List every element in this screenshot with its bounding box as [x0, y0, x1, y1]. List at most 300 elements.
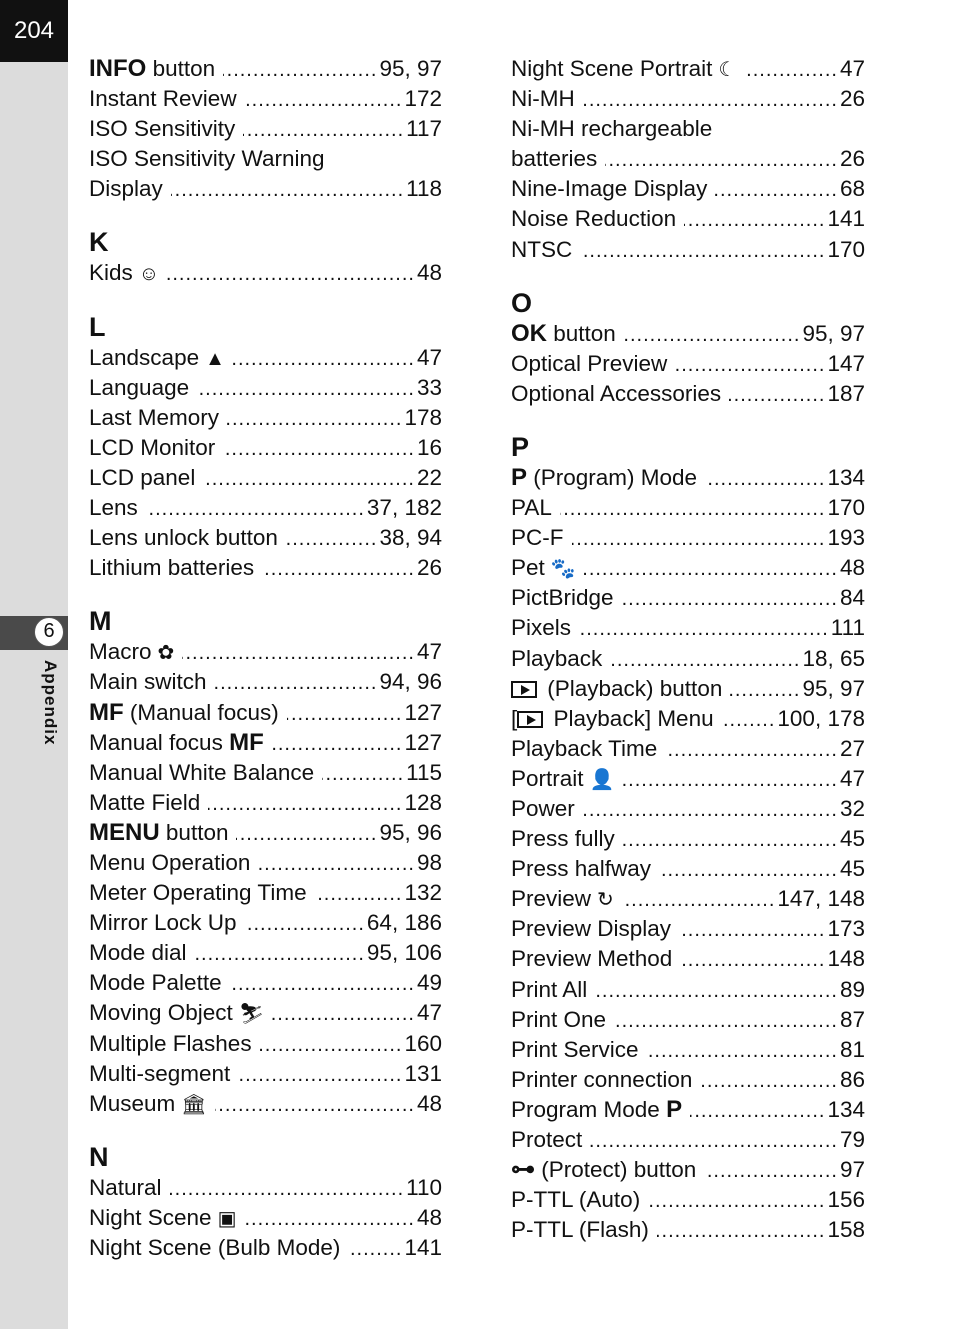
entry-pages: 79 — [839, 1127, 865, 1152]
entry-term-text: Museum — [89, 1090, 176, 1116]
entry-term-text: Nine-Image Display — [511, 176, 708, 202]
entry-term-text: Program Mode — [511, 1096, 667, 1122]
entry-pages: 95, 106 — [366, 940, 442, 966]
dot-leader — [690, 1096, 825, 1126]
entry-term-text: Main switch — [89, 669, 207, 695]
dot-leader — [243, 115, 404, 145]
entry-term — [89, 54, 215, 84]
dot-leader — [665, 735, 838, 765]
entry-term-text: (Program) Mode — [527, 464, 698, 490]
index-entry — [89, 758, 442, 788]
button-key-label: MF — [89, 698, 124, 726]
entry-pages: 127 — [404, 729, 442, 755]
entry-pages: 158 — [827, 1217, 865, 1243]
dot-leader — [605, 145, 838, 175]
entry-term — [511, 1125, 582, 1155]
entry-term-text: Playback — [511, 645, 603, 671]
pet-mode-icon: 🐾 — [550, 558, 576, 581]
entry-term — [89, 908, 237, 938]
index-entry — [89, 1173, 442, 1203]
index-entry — [89, 463, 442, 493]
entry-term — [511, 493, 552, 523]
entry-pages: 26 — [839, 86, 865, 112]
entry-term-text: Matte Field — [89, 789, 201, 815]
night-scene-portrait-icon: ☾ — [718, 59, 737, 81]
dot-leader — [584, 554, 838, 584]
dot-leader — [146, 494, 365, 524]
entry-term-text: Power — [511, 795, 575, 821]
dot-leader — [245, 909, 365, 939]
entry-term-text: Optical Preview — [511, 350, 668, 376]
entry-term-text: (Protect) button — [535, 1157, 697, 1183]
section-letter: L — [89, 311, 106, 342]
entry-term — [511, 144, 597, 174]
entry-term-text: Playback] Menu — [547, 705, 714, 731]
entry-pages: 98 — [416, 849, 442, 875]
entry-term — [511, 674, 722, 704]
dot-leader — [675, 350, 825, 380]
entry-term — [511, 824, 615, 854]
entry-term-text: PAL — [511, 495, 552, 521]
index-entry — [511, 204, 865, 234]
entry-term-text: (Playback) button — [541, 675, 723, 701]
entry-term — [89, 698, 279, 728]
entry-pages: 173 — [827, 916, 865, 942]
entry-pages: 118 — [406, 176, 442, 202]
index-entry — [511, 734, 865, 764]
index-entry — [89, 373, 442, 403]
dot-leader — [258, 849, 415, 879]
entry-term — [89, 114, 235, 144]
dot-leader — [744, 55, 838, 85]
entry-pages: 115 — [406, 759, 442, 785]
entry-term-text: Night Scene — [89, 1204, 212, 1230]
chapter-label: Appendix — [41, 660, 60, 746]
macro-mode-icon: ✿ — [157, 642, 175, 665]
entry-pages: 95, 96 — [379, 819, 442, 845]
entry-term-text: Preview — [511, 886, 592, 912]
entry-term — [511, 54, 736, 84]
index-entry — [511, 884, 865, 914]
index-entry — [89, 667, 442, 697]
dot-leader — [622, 885, 776, 915]
index-entry — [511, 174, 865, 204]
dot-leader — [262, 554, 415, 584]
index-entry — [89, 84, 442, 114]
protect-key-icon: ⊶ — [511, 1156, 535, 1184]
index-entry — [511, 613, 865, 643]
index-entry — [89, 728, 442, 758]
entry-pages: 81 — [839, 1036, 865, 1062]
entry-pages: 141 — [827, 206, 865, 232]
entry-term-text: NTSC — [511, 236, 573, 262]
entry-pages: 68 — [839, 176, 865, 202]
dot-leader — [624, 320, 801, 350]
entry-term — [89, 667, 207, 697]
entry-term — [511, 734, 657, 764]
entry-term-text: Pet — [511, 555, 545, 581]
entry-term — [89, 1089, 207, 1119]
playback-icon — [517, 711, 543, 728]
entry-term — [89, 728, 264, 758]
entry-term-text: Optional Accessories — [511, 380, 722, 406]
index-entry — [511, 914, 865, 944]
entry-term-text: Print Service — [511, 1036, 639, 1062]
entry-term — [511, 884, 614, 914]
entry-term-text: Kids — [89, 260, 133, 286]
dot-leader — [287, 699, 403, 729]
entry-term — [89, 553, 254, 583]
entry-term-text: Ni-MH rechargeable — [511, 116, 713, 142]
dot-leader — [223, 55, 377, 85]
dot-leader — [260, 1030, 403, 1060]
entry-pages: 134 — [827, 464, 865, 490]
playback-icon — [511, 681, 537, 698]
entry-term — [89, 1059, 230, 1089]
entry-term — [511, 1065, 692, 1095]
entry-term-text: Portrait — [511, 765, 584, 791]
section-letter: P — [511, 431, 530, 462]
museum-mode-icon: 🏛 — [181, 1093, 207, 1116]
dot-leader — [614, 1006, 838, 1036]
index-entry — [511, 674, 865, 704]
entry-term-text: LCD panel — [89, 464, 196, 490]
entry-term-text: Language — [89, 374, 190, 400]
index-entry — [511, 794, 865, 824]
button-key-label: P — [511, 463, 528, 491]
index-entry — [89, 174, 442, 204]
dot-leader — [730, 675, 800, 705]
dot-leader — [233, 344, 415, 374]
dot-leader — [684, 205, 825, 235]
dot-leader — [227, 404, 402, 434]
entry-term — [511, 174, 707, 204]
index-entry — [89, 433, 442, 463]
entry-term-text: Lithium batteries — [89, 555, 255, 581]
index-entry — [89, 878, 442, 908]
entry-term-text: Playback Time — [511, 735, 658, 761]
index-entry — [511, 764, 865, 794]
dot-leader — [203, 464, 415, 494]
index-entry — [511, 854, 865, 884]
index-entry — [511, 1125, 865, 1155]
dot-leader — [580, 236, 825, 266]
dot-leader — [348, 1234, 402, 1264]
entry-term-text: Lens unlock button — [89, 525, 278, 551]
entry-term-text: Mode dial — [89, 940, 187, 966]
index-entry — [89, 818, 442, 848]
entry-term — [89, 998, 264, 1028]
dot-leader — [215, 668, 378, 698]
entry-pages: 148 — [827, 946, 865, 972]
index-entry — [89, 343, 442, 373]
index-entry — [89, 553, 442, 583]
entry-term-text: button — [146, 56, 216, 81]
entry-term-text: Mirror Lock Up — [89, 910, 237, 936]
entry-pages: 27 — [839, 735, 865, 761]
entry-term — [89, 878, 307, 908]
dot-leader — [236, 819, 377, 849]
entry-pages: 87 — [839, 1006, 865, 1032]
entry-pages: 32 — [839, 795, 865, 821]
dot-leader — [648, 1186, 825, 1216]
dot-leader — [244, 1204, 414, 1234]
entry-pages: 47 — [416, 1000, 442, 1026]
section-letter: O — [511, 287, 533, 318]
entry-pages: 49 — [416, 970, 442, 996]
entry-pages: 45 — [839, 826, 865, 852]
index-entry — [89, 968, 442, 998]
entry-term-text: Instant Review — [89, 86, 237, 112]
entry-pages: 48 — [416, 260, 442, 286]
dot-leader — [715, 175, 838, 205]
index-entry — [89, 523, 442, 553]
entry-pages: 47 — [839, 56, 865, 81]
entry-term-text: Macro — [89, 639, 152, 665]
dot-leader — [182, 638, 415, 668]
entry-term — [511, 644, 602, 674]
index-entry — [89, 908, 442, 938]
index-column-left — [89, 54, 442, 1263]
entry-term — [511, 854, 651, 884]
entry-pages: 89 — [839, 976, 865, 1002]
entry-pages: 26 — [416, 555, 442, 581]
entry-term-text: LCD Monitor — [89, 434, 216, 460]
entry-term-text: Meter Operating Time — [89, 880, 307, 906]
entry-pages: 147 — [827, 350, 865, 376]
entry-term — [511, 764, 614, 794]
index-entry — [511, 523, 865, 553]
entry-term — [511, 1095, 682, 1125]
dot-leader — [238, 1060, 402, 1090]
entry-pages: 100, 178 — [777, 705, 865, 731]
index-entry — [511, 704, 865, 734]
index-entry — [511, 379, 865, 409]
entry-term-text: Moving Object — [89, 1000, 233, 1026]
entry-term-text: Press fully — [511, 826, 615, 852]
entry-pages: 127 — [404, 699, 442, 725]
entry-term — [511, 704, 714, 734]
index-entry — [89, 1029, 442, 1059]
entry-term-text: Noise Reduction — [511, 206, 677, 232]
entry-term — [511, 1035, 639, 1065]
index-entry — [89, 788, 442, 818]
index-entry — [511, 319, 865, 349]
dot-leader — [215, 1090, 415, 1120]
entry-term — [511, 1005, 606, 1035]
entry-term — [511, 319, 616, 349]
entry-pages: 97 — [839, 1157, 865, 1183]
entry-term — [89, 1029, 252, 1059]
dot-leader — [647, 1036, 838, 1066]
entry-term — [89, 788, 200, 818]
entry-term-text: Lens — [89, 495, 138, 521]
dot-leader — [705, 464, 825, 494]
entry-pages: 33 — [416, 374, 442, 400]
entry-term — [89, 258, 159, 288]
dot-leader — [286, 524, 378, 554]
entry-pages: 94, 96 — [379, 669, 442, 695]
dot-leader — [572, 524, 826, 554]
entry-term — [511, 794, 575, 824]
dot-leader — [680, 945, 825, 975]
entry-term — [89, 433, 215, 463]
dot-leader — [583, 85, 838, 115]
entry-term — [511, 1215, 649, 1245]
entry-pages: 193 — [827, 525, 865, 551]
entry-pages: 47 — [839, 765, 865, 791]
entry-term-text: PictBridge — [511, 585, 614, 611]
entry-term — [89, 373, 189, 403]
index-entry — [89, 1059, 442, 1089]
entry-pages: 95, 97 — [802, 320, 865, 346]
entry-term — [511, 523, 564, 553]
entry-pages: 48 — [839, 555, 865, 581]
index-entry — [89, 938, 442, 968]
entry-term — [511, 235, 572, 265]
landscape-mode-icon: ▲ — [205, 347, 225, 370]
entry-term-text: Manual focus — [89, 729, 230, 755]
entry-term — [89, 493, 138, 523]
entry-term-text: Multi-segment — [89, 1060, 231, 1086]
entry-term — [89, 938, 187, 968]
index-entry — [511, 349, 865, 379]
index-entry — [89, 403, 442, 433]
index-entry — [89, 258, 442, 288]
entry-term — [89, 1233, 340, 1263]
entry-term — [89, 818, 228, 848]
index-entry — [511, 1215, 865, 1245]
index-entry — [511, 1095, 865, 1125]
night-scene-icon: ▣ — [217, 1207, 237, 1230]
entry-pages: 22 — [416, 464, 442, 490]
chapter-number: 6 — [34, 617, 64, 647]
dot-leader — [590, 1126, 838, 1156]
entry-term-text: P-TTL (Flash) — [511, 1217, 649, 1243]
entry-pages: 48 — [416, 1204, 442, 1230]
entry-term-text: button — [159, 819, 229, 845]
entry-pages: 141 — [404, 1235, 442, 1260]
entry-term — [511, 914, 671, 944]
entry-term-text: batteries — [511, 146, 598, 172]
entry-pages: 170 — [827, 495, 865, 521]
entry-term-text: Mode Palette — [89, 970, 222, 996]
entry-term-text: Press halfway — [511, 856, 652, 882]
entry-pages: 38, 94 — [379, 525, 442, 551]
dot-leader — [679, 915, 825, 945]
section-letter: M — [89, 606, 112, 637]
entry-pages: 95, 97 — [379, 56, 442, 81]
entry-pages: 110 — [406, 1174, 442, 1200]
entry-pages: 187 — [827, 380, 865, 406]
entry-term-text: Menu Operation — [89, 849, 251, 875]
dot-leader — [622, 584, 838, 614]
entry-term-text: ISO Sensitivity Warning — [89, 146, 325, 172]
index-entry — [89, 1203, 442, 1233]
index-entry — [511, 824, 865, 854]
entry-term — [511, 975, 587, 1005]
index-entry — [511, 235, 865, 265]
entry-term-text: (Manual focus) — [123, 699, 279, 725]
entry-term-text: Night Scene (Bulb Mode) — [89, 1235, 341, 1260]
entry-pages: 160 — [404, 1030, 442, 1056]
entry-term-text: Preview Method — [511, 946, 673, 972]
kids-mode-icon: ☺ — [138, 263, 160, 286]
dot-leader — [245, 85, 403, 115]
entry-term-text: Print All — [511, 976, 588, 1002]
entry-term — [511, 84, 575, 114]
index-entry — [89, 54, 442, 84]
preview-icon: ↻ — [597, 889, 614, 912]
entry-term — [511, 116, 712, 141]
dot-leader — [171, 175, 404, 205]
dot-leader — [729, 380, 825, 410]
entry-term — [89, 463, 195, 493]
entry-pages: 147, 148 — [777, 886, 865, 912]
index-entry — [89, 1233, 442, 1263]
index-entry — [511, 1005, 865, 1035]
entry-term — [89, 174, 163, 204]
button-key-label: OK — [511, 319, 547, 347]
entry-pages: 131 — [404, 1060, 442, 1086]
entry-pages: 45 — [839, 856, 865, 882]
dot-leader — [704, 1156, 838, 1186]
entry-term — [511, 349, 667, 379]
index-entry — [511, 54, 865, 84]
entry-term — [89, 403, 219, 433]
entry-term-text: Pixels — [511, 615, 572, 641]
entry-pages: 95, 97 — [802, 675, 865, 701]
index-entry — [511, 463, 865, 493]
entry-pages: 37, 182 — [366, 495, 442, 521]
section-letter: N — [89, 1141, 109, 1172]
index-column-right — [511, 54, 865, 1245]
entry-term — [511, 1155, 696, 1185]
index-entry — [511, 493, 865, 523]
entry-term — [89, 848, 250, 878]
entry-term — [511, 379, 721, 409]
entry-pages: 117 — [406, 116, 442, 142]
entry-term — [89, 637, 174, 667]
index-entry — [511, 1155, 865, 1185]
dot-leader — [595, 976, 838, 1006]
entry-pages: 16 — [416, 434, 442, 460]
index-entry — [89, 144, 442, 174]
entry-term — [89, 968, 222, 998]
entry-term-text: P-TTL (Auto) — [511, 1187, 641, 1213]
entry-pages: 170 — [827, 236, 865, 262]
dot-leader — [722, 705, 776, 735]
entry-pages: 172 — [404, 86, 442, 112]
entry-term — [511, 583, 614, 613]
index-entry — [511, 944, 865, 974]
entry-pages: 156 — [827, 1187, 865, 1213]
entry-term-text: Printer connection — [511, 1066, 693, 1092]
entry-pages: 132 — [404, 880, 442, 906]
index-entry — [511, 583, 865, 613]
index-entry — [511, 1035, 865, 1065]
entry-term-text: button — [547, 320, 616, 346]
entry-term-text: Landscape — [89, 344, 200, 370]
entry-pages: 18, 65 — [802, 645, 865, 671]
entry-term-text: Ni-MH — [511, 86, 575, 112]
index-entry — [511, 553, 865, 583]
entry-term — [511, 944, 672, 974]
dot-leader — [322, 759, 404, 789]
index-entry — [89, 1089, 442, 1119]
entry-term-text: Night Scene Portrait — [511, 56, 713, 81]
dot-leader — [315, 879, 403, 909]
